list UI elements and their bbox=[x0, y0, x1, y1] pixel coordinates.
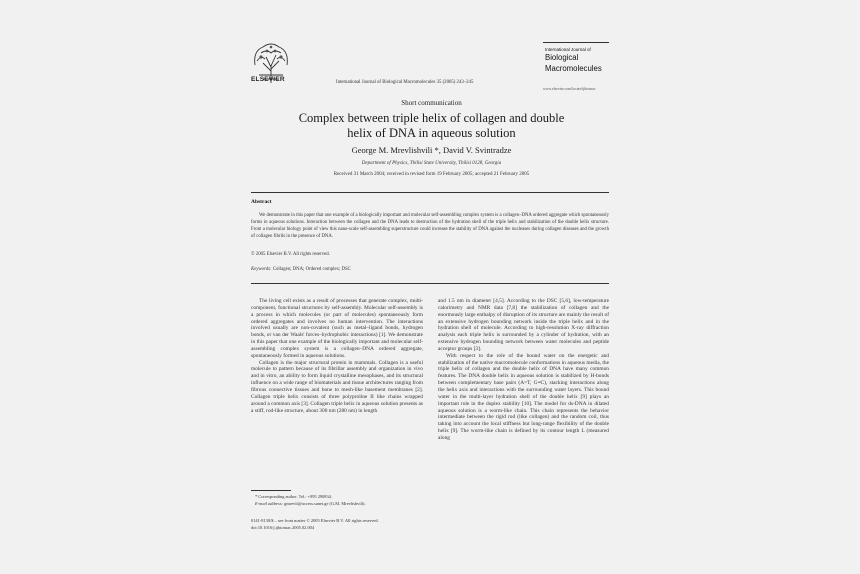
email-label: E-mail address: bbox=[255, 501, 284, 506]
section-label: Short communication bbox=[401, 99, 462, 107]
journal-box-line-2: Biological bbox=[545, 53, 579, 62]
publisher-name: ELSEVIER bbox=[251, 76, 285, 83]
title-line-1: Complex between triple helix of collagen and double bbox=[298, 111, 565, 125]
paper-page bbox=[243, 38, 620, 533]
journal-reference: International Journal of Biological Macromolecules 35 (2005) 243–245 bbox=[336, 80, 474, 85]
journal-title-box bbox=[543, 42, 609, 91]
title-line-2: helix of DNA in aqueous solution bbox=[347, 126, 516, 140]
issn-line: 0141-8130/$ – see front matter © 2005 Elsevier B.V. All rights reserved. bbox=[251, 518, 379, 523]
journal-box-line-1: International Journal of bbox=[545, 47, 591, 52]
footnote-email bbox=[255, 501, 423, 507]
abstract-copyright: © 2005 Elsevier B.V. All rights reserved. bbox=[251, 252, 330, 257]
journal-url: www.elsevier.com/locate/ijbiomac bbox=[543, 87, 596, 91]
journal-box-line-3: Macromolecules bbox=[545, 64, 602, 73]
keywords bbox=[251, 267, 351, 272]
rule-top bbox=[251, 192, 609, 193]
body-column-left bbox=[251, 298, 423, 414]
body-column-right bbox=[438, 298, 609, 442]
paper-title bbox=[273, 111, 590, 141]
paragraph: With respect to the role of the bound water on the energetic and stabilization of the native macromolecule conformations in aqueous media, the triple helix of collagen and the double helix of DNA have many common features. The DNA double helix in aqueous solution is stabilized by H-bonds between complementary base pairs (A=T, G≡C), stacking interactions along the helix axis and interactions with the surrounding water layers. This bound water in the multi-layer hydration shell of the double helix [9] plays an important role in the duplex stability [10]. The model for ds-DNA in dilated aqueous solution is a worm-like chain. This chain represents the behavior intermediate between the rigid rod (like collagen) and the random coil, thus taking into account the local stiffness but long-range flexibility of the double helix [9]. The worm-like chain is defined by its contour length L (measured along bbox=[438, 352, 609, 441]
abstract-text bbox=[251, 213, 609, 241]
keywords-label: Keywords: bbox=[251, 267, 272, 272]
footnote-rule bbox=[251, 490, 291, 491]
paragraph: The living cell exists as a result of processes that generate complex, multi-component, functional structures by self-assembly. Molecular self-assembly is a process in which molecules (or part of molecules) spontaneously form ordered aggregates and involves no human intervention. The interactions involved usually are non-covalent (such as metal–ligand bonds, hydrogen bonds, or van der Waals' forces–hydrophobic interactions) [1]. We demonstrate in this paper that one example of the biologically important and molecular self-assembling complex system is a collagen–DNA ordered aggregate, spontaneously formed in aqueous solutions. bbox=[251, 298, 423, 359]
keywords-text: Collagen; DNA; Ordered complex; DSC bbox=[272, 267, 351, 272]
rule-bottom bbox=[251, 283, 609, 284]
abstract-heading: Abstract bbox=[251, 199, 272, 205]
received-dates: Received 31 March 2004; received in revised form 19 February 2005; accepted 21 February 2005 bbox=[333, 172, 530, 177]
email-address: gmrevli@access.sanet.ge (G.M. Mrevlishvili). bbox=[284, 501, 366, 506]
paragraph: and 1.5 nm in diameter [4,5]. According to the DSC [5,6], low-temperature calorimetry and NMR data [7,8] the stabilization of collagen and the enormously large enthalpy of disruption of its structure are mainly the result of an extensive hydrogen bounding network inside the triple helix and in the hydration shell of molecule. According to high-resolution X-ray diffraction analysis each triple helix is surrounded by a cylinder of hydration, with an extensive hydrogen bounding network between water molecules and peptide acceptor groups [3]. bbox=[438, 298, 609, 352]
abstract-body: We demonstrate in this paper that one example of a biologically important and molecular self-assembling complex system is a collagen–DNA ordered aggregate which spontaneously forms in aqueous solutions. Interaction between the collagen and the DNA leads to destruction of the hydration shell of the triple helix and stabilization of the double helix structure. From a molecular biology point of view this nano-scale self-assembling superstructure could increase the stability of DNA against the nucleases during collagen diseases and the growth of collagen fibrils in the presence of DNA. bbox=[251, 213, 609, 239]
authors: George M. Mrevlishvili *, David V. Svintradze bbox=[351, 145, 512, 155]
paragraph: Collagen is the major structural protein in mammals. Collagen is a useful molecule to pattern because of its fibrillar assembly and organization in vivo and in vitro, an ability to form liquid crystalline mesophases, and its structural influence on a wide range of biomaterials and tissue architectures ranging from fibrous connective tissues and bone to mesh-like basement membranes [2]. Collagen triple helix consists of three polyproline II like chains wrapped around a common axis [3]. Collagen triple helix in aqueous solution presents as a stiff, rod-like structure, about 300 nm (280 nm) in length bbox=[251, 359, 423, 414]
doi-line: doi:10.1016/j.ijbiomac.2005.02.004 bbox=[251, 525, 315, 530]
footnote-corresponding: * Corresponding author. Tel.: +995 290834. bbox=[255, 494, 332, 499]
affiliation: Department of Physics, Tbilisi State University, Tbilisi 0128, Georgia bbox=[361, 161, 502, 166]
